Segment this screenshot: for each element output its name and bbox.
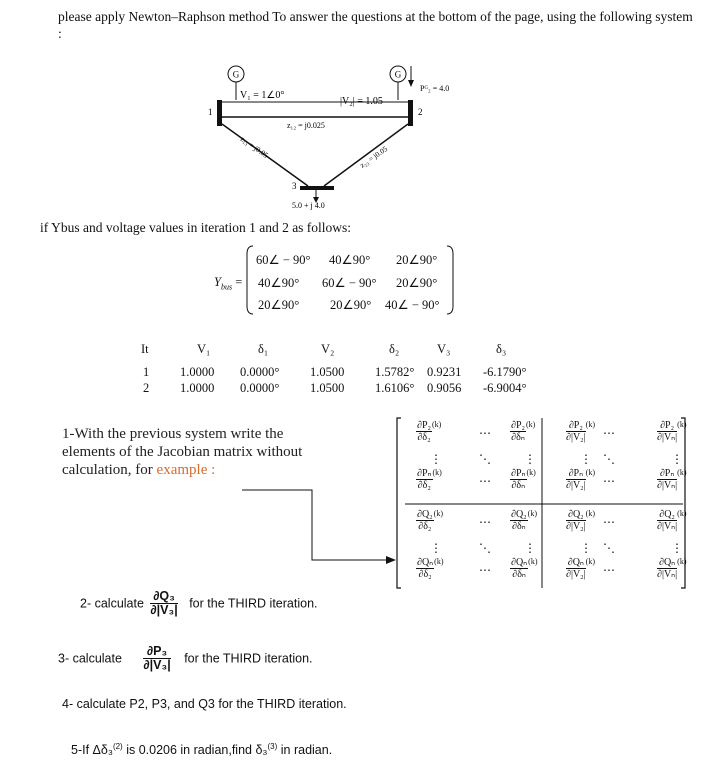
jacobian-hdots: ⋯ bbox=[479, 474, 491, 488]
dp3-dv3-fraction: $\frac{\text{∂P₃}}{\text{∂|V₃|}}$ bbox=[143, 644, 171, 672]
table-r0-it: 1 bbox=[143, 365, 150, 379]
table-r0-d3: -6.1790° bbox=[483, 365, 527, 379]
question-3: 3- calculate $\frac{\text{∂P₃}}{\text{∂|V₃|}}$ for the THIRD iteration. bbox=[58, 644, 313, 672]
table-r1-d2: 1.6106° bbox=[375, 381, 415, 395]
v1-label: V₁ = 1∠0° bbox=[240, 90, 285, 101]
jacobian-ddots: ⋱ bbox=[603, 541, 615, 555]
generator-1-symbol: G bbox=[232, 69, 240, 80]
example-arrow bbox=[240, 480, 400, 570]
table-header-v2: V₂ bbox=[321, 342, 335, 356]
bus-3-label: 3 bbox=[292, 181, 297, 191]
table-header-it: It bbox=[141, 342, 149, 356]
jacobian-hdots: ⋯ bbox=[603, 563, 615, 577]
bus-2 bbox=[408, 100, 413, 126]
table-header-d3: δ₃ bbox=[496, 342, 507, 356]
table-header-v1: V₁ bbox=[197, 342, 211, 356]
pg2-arrow-icon bbox=[408, 80, 414, 87]
table-r1-d3: -6.9004° bbox=[483, 381, 527, 395]
jacobian-ddots: ⋱ bbox=[479, 541, 491, 555]
jacobian-cell-r2c1: $\frac{\text{∂Q₂}}{\text{∂δₙ}}$ $^{(k)}$ bbox=[511, 509, 537, 532]
jacobian-vdots: ⋮ bbox=[430, 452, 442, 466]
generator-2-symbol: G bbox=[394, 69, 402, 80]
bus-1 bbox=[217, 100, 222, 126]
table-r0-v3: 0.9231 bbox=[427, 365, 462, 379]
jacobian-vdots: ⋮ bbox=[671, 452, 683, 466]
table-r0-d1: 0.0000° bbox=[240, 365, 280, 379]
z12-label: z₁₂ = j0.025 bbox=[287, 121, 325, 130]
jacobian-cell-r2c2: $\frac{\text{∂Q₂}}{\text{∂|V₂|}}$ $^{(k)}$ bbox=[566, 509, 595, 532]
question-1: 1-With the previous system write the elements of the Jacobian matrix without calculation, for example : bbox=[62, 426, 303, 478]
ybus-r1c2: 20∠90° bbox=[396, 276, 438, 290]
jacobian-vdots: ⋮ bbox=[430, 541, 442, 555]
v2-label: |V₂| = 1.05 bbox=[340, 96, 383, 107]
question-5: 5-If Δδ₃$^{(2)}$ is 0.0206 in radian,find δ₃$^{(3)}$ in radian. bbox=[71, 742, 333, 758]
jacobian-vdots: ⋮ bbox=[524, 452, 536, 466]
jacobian-cell-r1c1: $\frac{\text{∂Pₙ}}{\text{∂δₙ}}$ $^{(k)}$ bbox=[511, 468, 536, 491]
question-2: 2- calculate $\frac{\text{∂Q₃}}{\text{∂|V₃|}}$ for the THIRD iteration. bbox=[80, 589, 318, 617]
z13-label: z₁₃ = j0.05 bbox=[238, 134, 271, 160]
ybus-r2c2: 40∠ − 90° bbox=[385, 298, 440, 312]
ybus-r1c1: 60∠ − 90° bbox=[322, 276, 377, 290]
line-2-3 bbox=[324, 124, 408, 186]
table-header-v3: V₃ bbox=[437, 342, 451, 356]
ybus-label: $Y_{bus}$ = bbox=[214, 275, 243, 292]
bus-1-label: 1 bbox=[208, 107, 213, 117]
power-system-diagram bbox=[190, 60, 490, 210]
jacobian-hdots: ⋯ bbox=[603, 515, 615, 529]
table-r1-d1: 0.0000° bbox=[240, 381, 280, 395]
jacobian-hdots: ⋯ bbox=[603, 474, 615, 488]
jacobian-cell-r2c3: $\frac{\text{∂Q₂}}{\text{∂|Vₙ|}}$ $^{(k)}$ bbox=[657, 509, 687, 532]
table-r1-v3: 0.9056 bbox=[427, 381, 462, 395]
jacobian-cell-r2c0: $\frac{\text{∂Q₂}}{\text{∂δ₂}}$ $^{(k)}$ bbox=[417, 509, 443, 532]
dq3-dv3-fraction: $\frac{\text{∂Q₃}}{\text{∂|V₃|}}$ bbox=[150, 589, 178, 617]
jacobian-vdots: ⋮ bbox=[671, 541, 683, 555]
jacobian-cell-r1c0: $\frac{\text{∂Pₙ}}{\text{∂δ₂}}$ $^{(k)}$ bbox=[417, 468, 442, 491]
table-header-d2: δ₂ bbox=[389, 342, 400, 356]
jacobian-cell-r1c2: $\frac{\text{∂Pₙ}}{\text{∂|V₂|}}$ $^{(k)}$ bbox=[566, 468, 595, 491]
ybus-r0c2: 20∠90° bbox=[396, 253, 438, 267]
bus-2-label: 2 bbox=[418, 107, 423, 117]
z23-label: z₂₃ = j0.05 bbox=[357, 144, 390, 170]
jacobian-vdots: ⋮ bbox=[580, 452, 592, 466]
table-r0-v1: 1.0000 bbox=[180, 365, 215, 379]
table-r1-it: 2 bbox=[143, 381, 150, 395]
jacobian-hdots: ⋯ bbox=[479, 515, 491, 529]
intro-text: please apply Newton–Raphson method To answer the questions at the bottom of the page, using the following system : bbox=[58, 9, 693, 41]
jacobian-cell-r3c3: $\frac{\text{∂Qₙ}}{\text{∂|Vₙ|}}$ $^{(k)}$ bbox=[657, 557, 687, 580]
load-label: 5.0 + j 4.0 bbox=[292, 201, 325, 210]
jacobian-cell-r3c0: $\frac{\text{∂Qₙ}}{\text{∂δ₂}}$ $^{(k)}$ bbox=[417, 557, 444, 580]
bus-3 bbox=[300, 186, 334, 190]
jacobian-hdots: ⋯ bbox=[603, 426, 615, 440]
jacobian-ddots: ⋱ bbox=[479, 452, 491, 466]
jacobian-cell-r1c3: $\frac{\text{∂Pₙ}}{\text{∂|Vₙ|}}$ $^{(k)}$ bbox=[657, 468, 687, 491]
ybus-r2c0: 20∠90° bbox=[258, 298, 300, 312]
jacobian-cell-r3c1: $\frac{\text{∂Qₙ}}{\text{∂δₙ}}$ $^{(k)}$ bbox=[511, 557, 538, 580]
table-header-d1: δ₁ bbox=[258, 342, 269, 356]
jacobian-hdots: ⋯ bbox=[479, 563, 491, 577]
jacobian-cell-r0c1: $\frac{\text{∂P₂}}{\text{∂δₙ}}$ $^{(k)}$ bbox=[511, 420, 536, 443]
question-4: 4- calculate P2, P3, and Q3 for the THIRD iteration. bbox=[62, 697, 347, 711]
example-highlight: example : bbox=[156, 462, 216, 478]
jacobian-hdots: ⋯ bbox=[479, 426, 491, 440]
jacobian-cell-r0c2: $\frac{\text{∂P₂}}{\text{∂|V₂|}}$ $^{(k)}$ bbox=[566, 420, 595, 443]
table-r0-v2: 1.0500 bbox=[310, 365, 345, 379]
jacobian-cell-r0c0: $\frac{\text{∂P₂}}{\text{∂δ₂}}$ $^{(k)}$ bbox=[417, 420, 442, 443]
table-r1-v1: 1.0000 bbox=[180, 381, 215, 395]
ybus-r0c0: 60∠ − 90° bbox=[256, 253, 311, 267]
table-r0-d2: 1.5782° bbox=[375, 365, 415, 379]
table-r1-v2: 1.0500 bbox=[310, 381, 345, 395]
ybus-intro: if Ybus and voltage values in iteration 1 and 2 as follows: bbox=[40, 220, 352, 235]
jacobian-vdots: ⋮ bbox=[580, 541, 592, 555]
jacobian-cell-r3c2: $\frac{\text{∂Qₙ}}{\text{∂|V₂|}}$ $^{(k)}$ bbox=[566, 557, 595, 580]
jacobian-cell-r0c3: $\frac{\text{∂P₂}}{\text{∂|Vₙ|}}$ $^{(k)}$ bbox=[657, 420, 687, 443]
ybus-r0c1: 40∠90° bbox=[329, 253, 371, 267]
pg2-label: Pᴳ₂ = 4.0 bbox=[420, 84, 450, 93]
jacobian-ddots: ⋱ bbox=[603, 452, 615, 466]
ybus-r1c0: 40∠90° bbox=[258, 276, 300, 290]
jacobian-vdots: ⋮ bbox=[524, 541, 536, 555]
ybus-r2c1: 20∠90° bbox=[330, 298, 372, 312]
